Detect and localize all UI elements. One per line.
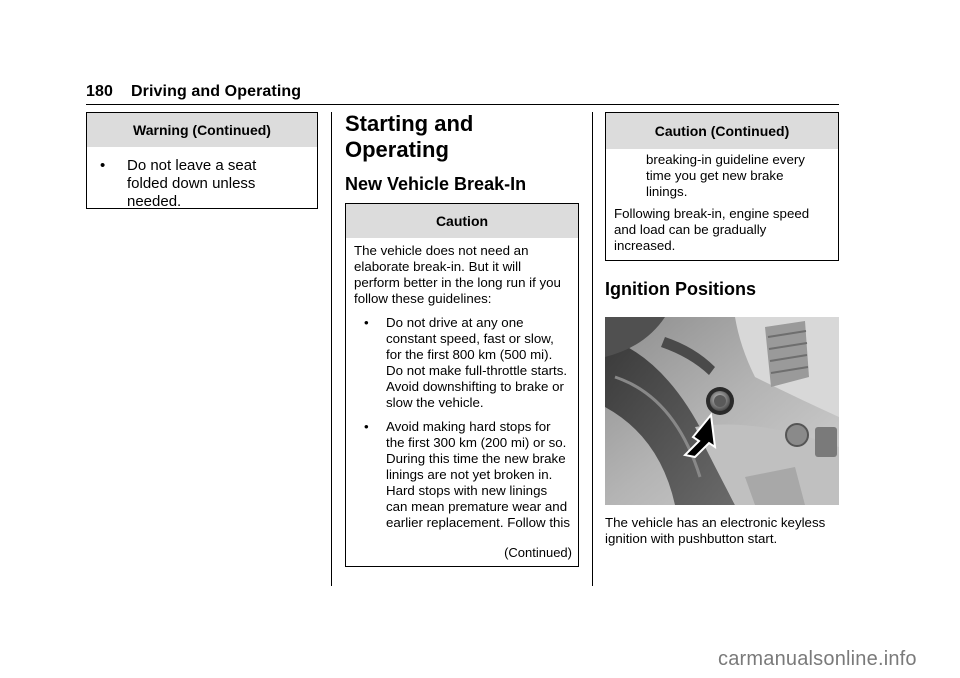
caution-continued-box [605, 112, 839, 261]
caution-continued-title: Caution (Continued) [606, 113, 838, 149]
caution-item-text: Avoid making hard stops for the first 300 km (200 mi) or so. During this time the new brake linings are not yet broken in. Hard stops with new linings can mean premature wear and earlier replacement. Follow this [386, 419, 571, 530]
page-number: 180 [86, 83, 113, 100]
caution-item-text: Do not drive at any one constant speed, fast or slow, for the first 800 km (500 mi). Do not make full-throttle starts. Avoid downshifting to brake or slow the vehicle. [386, 315, 568, 410]
watermark: carmanualsonline.info [718, 648, 917, 670]
continued-label: (Continued) [504, 545, 572, 560]
section-title: Driving and Operating [131, 83, 302, 100]
warning-bullet-item [87, 147, 317, 211]
warning-item-text: Do not leave a seat folded down unless needed. [127, 157, 257, 210]
page-header [86, 83, 301, 101]
warning-box [86, 112, 318, 209]
caution-box-title: Caution [346, 204, 578, 238]
caution-paragraph: Following break-in, engine speed and load can be gradually increased. [614, 206, 810, 253]
caution-continuation-text: breaking-in guideline every time you get new brake linings. [646, 152, 805, 199]
column-divider-left [331, 112, 332, 586]
subsection-heading: New Vehicle Break-In [345, 174, 527, 194]
warning-box-title: Warning (Continued) [87, 113, 317, 147]
bullet-marker: • [364, 315, 369, 330]
ignition-heading: Ignition Positions [605, 279, 756, 299]
caution-box [345, 203, 579, 567]
ignition-caption: The vehicle has an electronic keyless ignition with pushbutton start. [605, 515, 826, 546]
bullet-marker: • [100, 157, 106, 174]
caution-intro: The vehicle does not need an elaborate break-in. But it will perform better in the long run if you follow these guidelines: [354, 243, 561, 306]
bullet-marker: • [364, 419, 369, 434]
column-divider-right [592, 112, 593, 586]
caution-bullet-item [346, 411, 578, 531]
header-rule [86, 104, 839, 105]
caution-bullet-item [346, 307, 578, 411]
ignition-photo [605, 317, 839, 505]
section-heading: Starting and Operating [345, 111, 474, 162]
